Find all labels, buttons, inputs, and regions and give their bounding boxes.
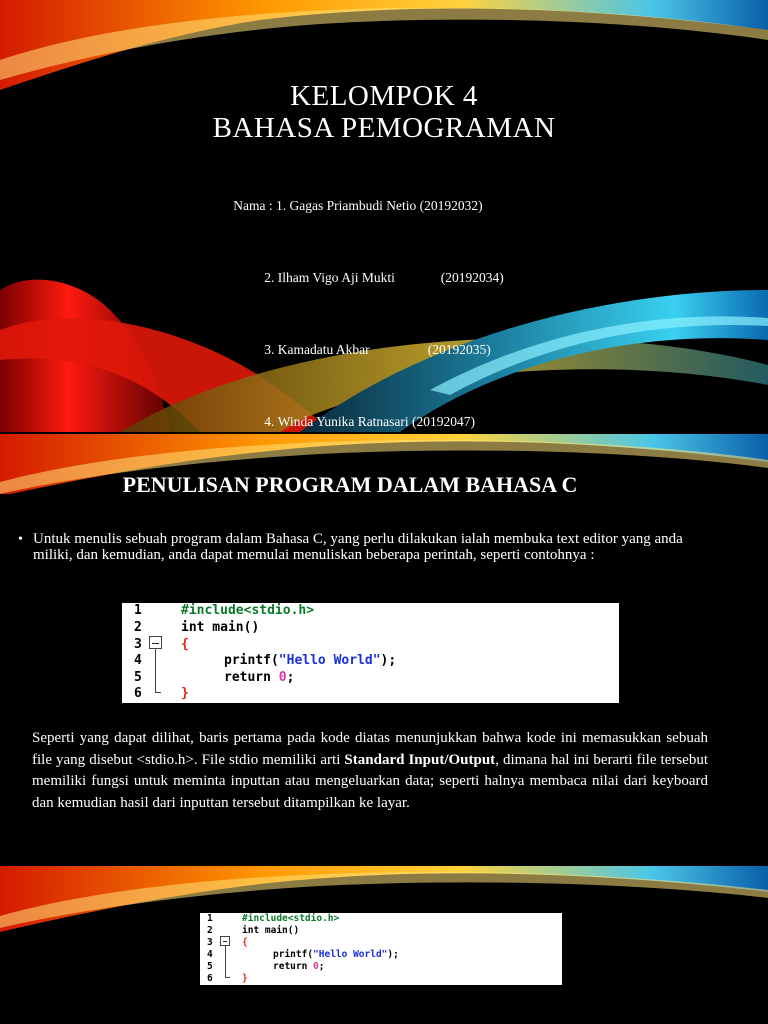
line-number: 5 bbox=[134, 670, 142, 685]
member-nim: (20192034) bbox=[440, 270, 504, 285]
code-string: "Hello World" bbox=[278, 653, 381, 668]
code-text: { bbox=[242, 937, 248, 948]
title-slide bbox=[0, 0, 768, 432]
member-row bbox=[213, 386, 504, 432]
line-number: 2 bbox=[207, 925, 213, 936]
line-number: 3 bbox=[134, 637, 142, 652]
code-text: int main() bbox=[181, 620, 260, 635]
title-line-2: BAHASA PEMOGRAMAN bbox=[212, 112, 556, 144]
line-number: 1 bbox=[207, 913, 213, 924]
bullet-icon: • bbox=[18, 532, 23, 547]
member-prefix: 4. bbox=[264, 414, 278, 429]
code-number: 0 bbox=[278, 670, 287, 685]
line-number: 2 bbox=[134, 620, 142, 635]
code-text: int main() bbox=[242, 925, 300, 936]
member-name: Winda Yunika Ratnasari bbox=[277, 414, 409, 429]
explanation-text: Seperti yang dapat dilihat, baris pertama pada kode diatas menunjukkan bahwa kode ini memasukkan sebuah file yang disebut <stdio.h>. File stdio memiliki arti bbox=[32, 730, 708, 768]
member-name: Gagas Priambudi Netio bbox=[289, 198, 417, 213]
explanation-paragraph bbox=[32, 728, 708, 814]
slide-title: PENULISAN PROGRAM DALAM BAHASA C bbox=[122, 472, 578, 497]
code-text: } bbox=[242, 973, 248, 984]
member-nim: (20192047) bbox=[412, 414, 476, 429]
code-text: return bbox=[224, 670, 279, 685]
member-name: Kamadatu Akbar bbox=[277, 342, 370, 357]
explanation-text: , dimana hal ini berarti file tersebut memiliki fungsi untuk meminta inputtan atau mengeluarkan data; seperti halnya membaca nilai dari keyboard dan kemudian hasil dari inputtan tersebut ditampilkan ke layar. bbox=[32, 751, 709, 811]
title-line-1: KELOMPOK 4 bbox=[290, 80, 478, 112]
content-slide-partial bbox=[0, 866, 768, 1024]
code-string: "Hello World" bbox=[313, 949, 388, 960]
code-snippet bbox=[200, 913, 562, 985]
member-nim: (20192035) bbox=[427, 342, 491, 357]
code-number: 0 bbox=[313, 961, 319, 972]
code-text: printf( bbox=[273, 949, 314, 960]
member-list bbox=[213, 170, 504, 432]
code-line bbox=[122, 603, 619, 619]
code-snippet bbox=[122, 603, 619, 703]
code-text: #include<stdio.h> bbox=[242, 913, 340, 924]
line-number: 6 bbox=[134, 686, 142, 701]
intro-paragraph: Untuk menulis sebuah program dalam Bahasa C, yang perlu dilakukan ialah membuka text editor yang anda miliki, dan kemudian, anda dapat memulai menuliskan beberapa perintah, seperti contohnya : bbox=[33, 531, 683, 563]
line-number: 4 bbox=[207, 949, 213, 960]
member-row bbox=[213, 314, 504, 386]
code-text: { bbox=[181, 637, 189, 652]
code-text: #include<stdio.h> bbox=[181, 603, 315, 618]
code-text: ; bbox=[286, 670, 295, 685]
member-row bbox=[213, 242, 504, 314]
code-text: } bbox=[181, 686, 189, 701]
member-prefix: 3. bbox=[264, 342, 278, 357]
member-nim: (20192032) bbox=[419, 198, 483, 213]
member-prefix: 2. bbox=[264, 270, 278, 285]
line-number: 5 bbox=[207, 961, 213, 972]
explanation-bold-term: Standard Input/Output bbox=[344, 751, 496, 768]
line-number: 1 bbox=[134, 603, 142, 618]
code-text: ); bbox=[387, 949, 399, 960]
code-text: printf( bbox=[224, 653, 279, 668]
member-row bbox=[213, 170, 504, 242]
code-text: return bbox=[273, 961, 314, 972]
line-number: 4 bbox=[134, 653, 142, 668]
line-number: 6 bbox=[207, 973, 213, 984]
code-text: ); bbox=[380, 653, 397, 668]
title-block bbox=[0, 80, 768, 144]
code-line bbox=[200, 973, 562, 1017]
line-number: 3 bbox=[207, 937, 213, 948]
code-text: ; bbox=[318, 961, 325, 972]
member-name: Ilham Vigo Aji Mukti bbox=[277, 270, 395, 285]
member-prefix: Nama : 1. bbox=[233, 198, 290, 213]
content-slide bbox=[0, 434, 768, 864]
